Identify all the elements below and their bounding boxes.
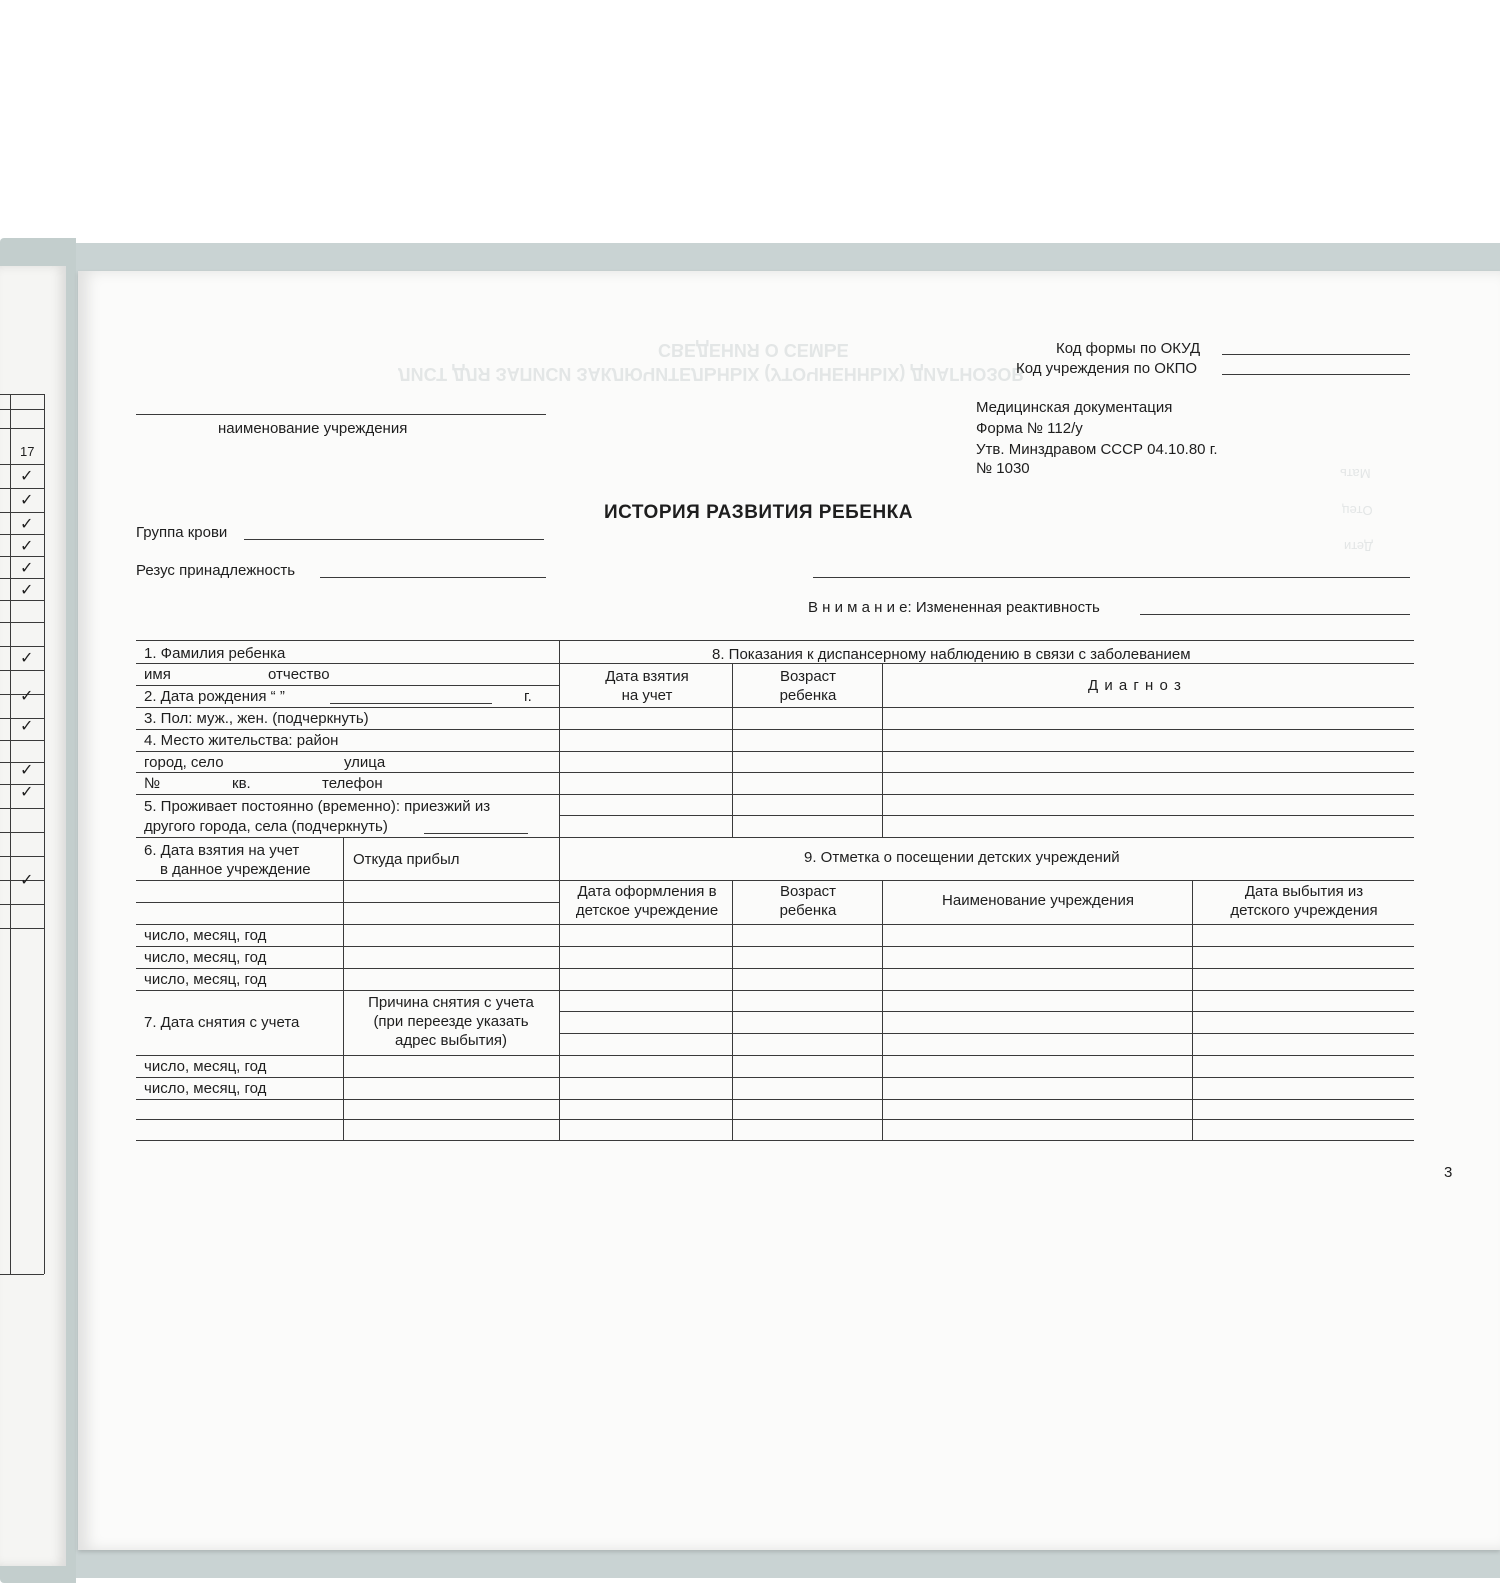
lives-label-2: другого города, села (подчеркнуть) <box>144 818 388 835</box>
s8-date-col-2: на учет <box>621 687 673 704</box>
s9-name-col: Наименование учреждения <box>942 892 1134 909</box>
apartment-label: кв. <box>232 775 251 792</box>
check-icon: ✓ <box>20 872 34 889</box>
date-reg-label-2: в данное учреждение <box>160 861 311 878</box>
dmy-label: число, месяц, год <box>144 927 267 944</box>
city-label: город, село <box>144 754 224 771</box>
check-icon: ✓ <box>20 560 34 577</box>
ghost-text-children: Дети <box>1344 539 1373 554</box>
residence-label: 4. Место жительства: район <box>144 732 339 749</box>
patronymic-label: отчество <box>268 666 330 683</box>
date-off-label: 7. Дата снятия с учета <box>144 1014 300 1031</box>
blood-group-label: Группа крови <box>136 524 228 541</box>
birthdate-label: 2. Дата рождения “ ” <box>144 688 285 705</box>
order-number: № 1030 <box>976 460 1030 477</box>
year-suffix: г. <box>524 688 532 705</box>
check-icon: ✓ <box>20 784 34 801</box>
check-icon: ✓ <box>20 492 34 509</box>
ghost-text-father: Отец <box>1342 503 1373 518</box>
s8-date-col-1: Дата взятия <box>605 668 689 685</box>
from-label: Откуда прибыл <box>353 851 460 868</box>
check-icon: ✓ <box>20 650 34 667</box>
surname-label: 1. Фамилия ребенка <box>144 645 286 662</box>
okud-label: Код формы по ОКУД <box>1056 340 1201 357</box>
s9-date-in-col-1: Дата оформления в <box>577 883 717 900</box>
ghost-text-mother: Мать <box>1340 466 1371 481</box>
ghost-text-diagnoses: ЛИСТ ДЛЯ ЗАПИСИ ЗАКЛЮЧИТЕЛЬНЫХ (УТОЧНЕННЫХ) ДИАГНОЗОВ <box>398 364 1025 384</box>
approval-text: Утв. Минздравом СССР 04.10.80 г. <box>976 441 1218 458</box>
section8-title: 8. Показания к диспансерному наблюдению в связи с заболеванием <box>712 646 1191 663</box>
left-page-number: 17 <box>20 444 35 459</box>
s8-age-col-1: Возраст <box>779 668 837 685</box>
s9-date-out-col-2: детского учреждения <box>1230 902 1378 919</box>
check-icon: ✓ <box>20 516 34 533</box>
dmy-label: число, месяц, год <box>144 971 267 988</box>
lives-label-1: 5. Проживает постоянно (временно): приезжий из <box>144 798 491 815</box>
check-icon: ✓ <box>20 762 34 779</box>
form-number: Форма № 112/у <box>976 420 1083 437</box>
check-icon: ✓ <box>20 538 34 555</box>
check-icon: ✓ <box>20 688 34 705</box>
date-reg-label-1: 6. Дата взятия на учет <box>144 842 300 859</box>
s9-date-in-col-2: детское учреждение <box>575 902 719 919</box>
s8-age-col-2: ребенка <box>779 687 837 704</box>
sex-label: 3. Пол: муж., жен. (подчеркнуть) <box>144 710 369 727</box>
ghost-text-family: СВЕДЕНИЯ О СЕМЬЕ <box>658 340 849 360</box>
street-label: улица <box>344 754 386 771</box>
phone-label: телефон <box>322 775 383 792</box>
attention-label: В н и м а н и е: Измененная реактивность <box>808 599 1100 616</box>
check-icon: ✓ <box>20 468 34 485</box>
left-page <box>0 266 66 1566</box>
dmy-label: число, месяц, год <box>144 1058 267 1075</box>
s9-age-col-1: Возраст <box>779 883 837 900</box>
dmy-label: число, месяц, год <box>144 949 267 966</box>
house-number-label: № <box>144 775 161 792</box>
page-number: 3 <box>1444 1164 1453 1181</box>
check-icon: ✓ <box>20 718 34 735</box>
dmy-label: число, месяц, год <box>144 1080 267 1097</box>
s9-age-col-2: ребенка <box>779 902 837 919</box>
reason-label-1: Причина снятия с учета <box>368 994 534 1011</box>
okpo-label: Код учреждения по ОКПО <box>1016 360 1198 377</box>
s8-diagnosis-col: Д и а г н о з <box>1088 677 1182 694</box>
check-icon: ✓ <box>20 582 34 599</box>
form-page <box>78 271 1500 1550</box>
page-title: ИСТОРИЯ РАЗВИТИЯ РЕБЕНКА <box>604 502 913 523</box>
institution-caption: наименование учреждения <box>218 420 408 437</box>
reason-label-3: адрес выбытия) <box>395 1032 507 1049</box>
name-label: имя <box>144 666 171 683</box>
rhesus-label: Резус принадлежность <box>136 562 296 579</box>
section9-title: 9. Отметка о посещении детских учреждений <box>804 849 1120 866</box>
reason-label-2: (при переезде указать <box>373 1013 529 1030</box>
med-doc-label: Медицинская документация <box>976 399 1173 416</box>
s9-date-out-col-1: Дата выбытия из <box>1244 883 1364 900</box>
